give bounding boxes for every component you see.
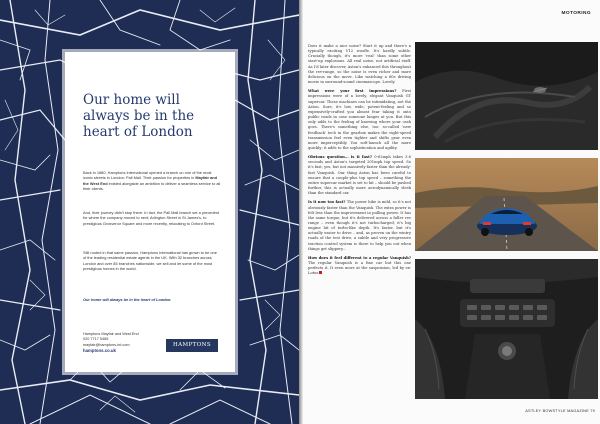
advert-paragraph [83,170,221,192]
advert-paragraph [83,210,221,226]
contact-phone: 020 7717 5465 [83,337,109,342]
end-of-article-icon [319,271,322,274]
contact-website[interactable]: hamptons.co.uk [83,347,116,353]
advert-text: Still rooted in that same passion, Hamptons International has grown to be one of the leading residential estate agents in the UK. With 32 branches across London and over 85 branches nationwide, we sell and let some of the most prestigious homes in the world. [83,250,217,272]
photo-car-driving [415,158,598,251]
advert-paragraph [83,250,221,272]
seat-detail-image [415,42,598,150]
photo-seat-detail [415,42,598,150]
contact-email[interactable]: mayfair@hamptons-int.com [83,342,130,347]
article-answer: First impressions were of a lovely, elegant Vanquish GT supercar. These machines can be intimidating, not the Aston. Sure, it's low, wide, potent-feeling and so expensively-crafted you almost fear taking it onto public roads in case someone lunges at you. But this only adds to the feeling of knowing where your cash goes. There's something else, too: so-called 'new feedback' tech in the gearbox makes the eight-speed transmission feel even tighter and shifts gear even more imperceptibly. You soft-launch all the more quickly; it adds to the sophistication and agility. [308,89,411,150]
article-text-column [308,44,411,281]
article-answer: The power hike is mild, so it's not obviously faster than the Vanquish. The extra power is felt less than the improvement in pulling power. It has the same torque, but it's delivered across a fuller rev range – even though it's not turbocharged; it's big engine hit of turbo-like depth. It's faster, but it's actually easier to drive – and, as proven on the wintry roads of the test drive, a subtle and very progressive traction control system is there to help you out when things get slippery... [308,200,411,251]
advert-text-bold: Mayfair and the West End [83,175,218,186]
contact-office: Hamptons Mayfair and West End [83,332,139,336]
article-answer: The regular Vanquish is a fine car but this one perfects it. It even more at the suspension, led by ex-Lotus [308,261,411,276]
car-driving-image [415,158,598,251]
article-question: How does it feel different to a regular Vanquish? [308,255,411,260]
advert-text: Back in 1880, Hamptons International opened a branch on one of the most iconic streets in London: Pall Mall. Their passion for properties in [83,170,212,181]
article-paragraph [308,200,411,252]
article-page [303,0,600,424]
advert-card [65,52,235,372]
advert-page [0,0,299,424]
article-question: Is it now too fast? [308,200,347,205]
page-folio: ASTLEY BOWSTYLE MAGAZINE 79 [525,408,595,413]
article-paragraph [308,44,411,85]
advert-text: And, their journey didn't stop there. In fact, the Pall Mall branch set a precedent for where the company moved to next; Arlington Street in St James's, to prestigious Grosvenor Square and more recently, relocating to Oxford Street. [83,210,220,226]
hamptons-logo: HAMPTONS [166,339,218,352]
advert-tagline: Our home will always be in the heart of London. [83,297,172,302]
advert-text: existed alongside an ambition to deliver a seamless service to all their clients. [83,180,221,192]
article-answer: 0-62mph takes 3.6 seconds and Aston's targeted 201mph top speed. So it's fast, yes, but not massively faster than the already-fast Vanquish. Our thing Aston has been careful to ensure that a couple-plus top speed – something the entire supercar market is set to hit – should be pushed further, this is actually more aerodynamically sleek than the standard car. [308,155,412,196]
advert-headline: Our home will always be in the heart of London [83,92,195,140]
article-question: What were your first impressions? [308,89,403,94]
photo-interior-console [415,259,598,399]
interior-console-image [415,259,598,399]
article-paragraph [308,155,411,196]
article-paragraph [308,89,411,151]
section-label: MOTORING [561,11,591,16]
article-question: Obvious question... is it fast? [308,155,375,160]
article-answer: Does it make a nice noise? Start it up and there's a typically exciting V12 woofle. It's hardly subtle. Crucially though, it's more 'real' than some other start-up explosions. All real noise, not artificial stuff. As I'd later discover, Aston's enhanced this throughout the rev-range, so the noise is even richer and more delicious on the move. Like watching a 60s driving movie in surround-sound cinemascope. Lovely. [308,44,411,85]
advert-contact [83,332,163,353]
article-paragraph [308,256,411,277]
